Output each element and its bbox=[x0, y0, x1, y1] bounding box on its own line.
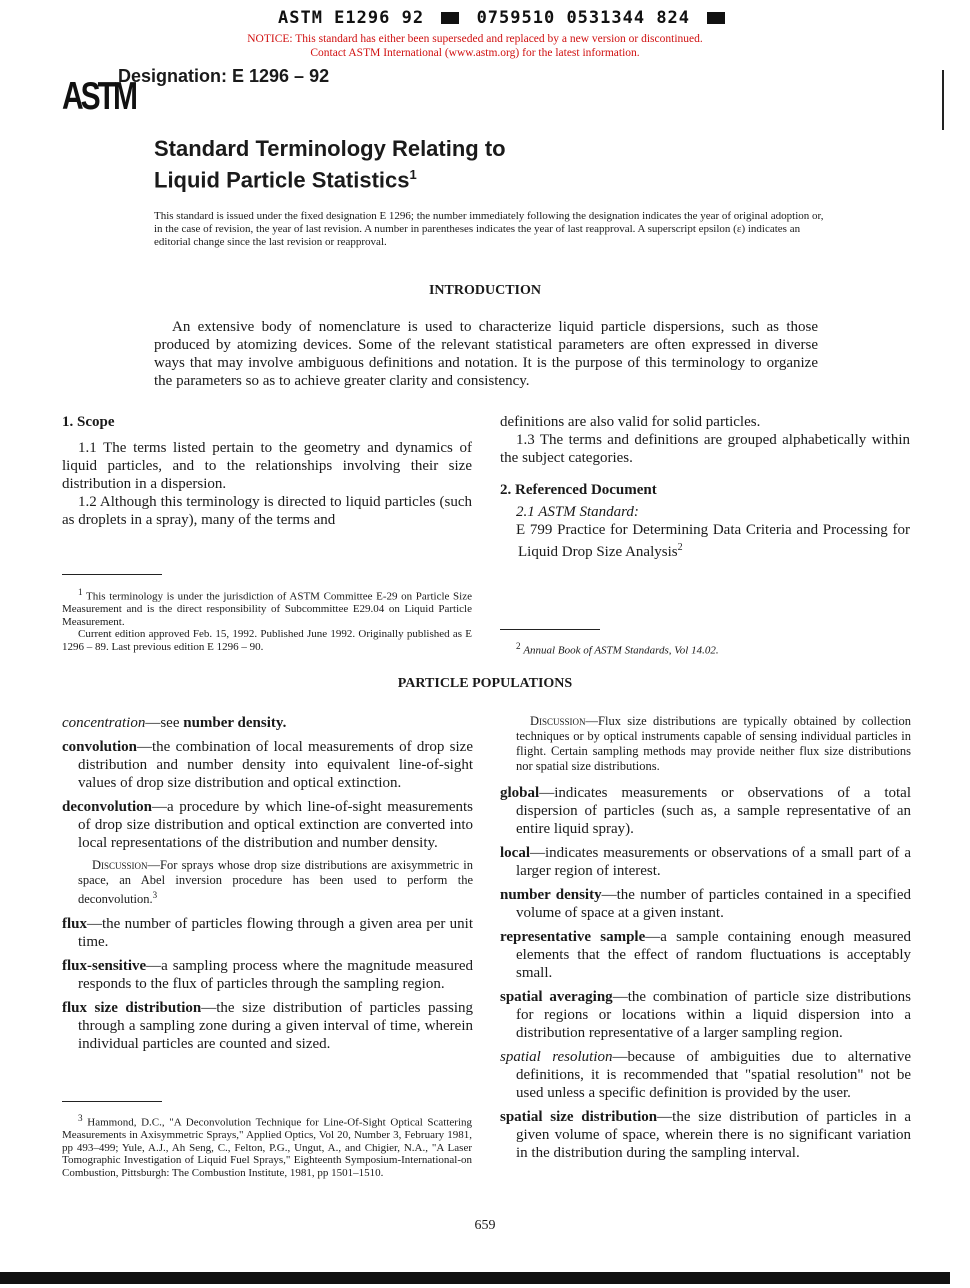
term-concentration: concentration—see number density. bbox=[62, 715, 287, 731]
footnote-1-text: This terminology is under the jurisdiction of ASTM Committee E-29 on Particle Size Measurement and is the direct responsibility of Subcommittee E29.04 on Liquid Particle Measurement. bbox=[62, 590, 472, 628]
term-name: flux bbox=[62, 916, 88, 933]
term-name: local bbox=[500, 845, 530, 861]
scope-1-1: 1.1 The terms listed pertain to the geometry and dynamics of liquid particles, and to the relationships involving their size distribution in a dispersion. bbox=[62, 440, 472, 492]
footnote-3-mark: 3 bbox=[78, 1113, 83, 1123]
definitions-right bbox=[500, 714, 911, 1168]
term-spatial-averaging: spatial averaging—the combination of particle size distributions for regions or locations within a liquid dispersion into a distribution representative of a larger sampling region. bbox=[500, 989, 911, 1041]
scope-1-3: 1.3 The terms and definitions are grouped alphabetically within the subject categories. bbox=[500, 432, 910, 466]
scope-1-2-cont: definitions are also valid for solid particles. bbox=[500, 414, 761, 430]
term-name: flux-sensitive bbox=[62, 958, 147, 975]
scope-heading: 1. Scope bbox=[62, 414, 115, 430]
document-code bbox=[278, 8, 731, 28]
term-flux-size-distribution: flux size distribution—the size distribution of particles passing through a sampling zone during a given interval of time, wherein individual particles are counted and sized. bbox=[62, 1000, 474, 1053]
term-name: deconvolution bbox=[62, 799, 153, 815]
introduction-text: An extensive body of nomenclature is used to characterize liquid particle dispersions, such as those produced by atomizing devices. Some of the relevant statistical parameters are often expressed in diverse ways that may involve ambiguous definitions and notation. It is the purpose of this terminology to organize the parameters so as to achieve greater clarity and consistency. bbox=[154, 319, 818, 389]
term-cross-ref: number density. bbox=[183, 715, 287, 731]
footnote-rule bbox=[62, 574, 162, 575]
term-spatial-size-distribution: spatial size distribution—the size distribution of particles in a given volume of space, wherein there is no significant variation in the distribution during the sampling interval. bbox=[500, 1109, 911, 1161]
title-line-1: Standard Terminology Relating to bbox=[154, 136, 506, 161]
referenced-e799-ref: 2 bbox=[677, 542, 683, 553]
footnote-1 bbox=[62, 586, 472, 653]
term-name: representative sample bbox=[500, 929, 646, 945]
title-line-2: Liquid Particle Statistics bbox=[154, 167, 410, 193]
scope-continued bbox=[500, 413, 910, 561]
term-name: flux size distribution bbox=[62, 1000, 202, 1017]
footnote-2-mark: 2 bbox=[516, 641, 521, 651]
barcode-block bbox=[441, 12, 459, 24]
footnote-1-mark: 1 bbox=[78, 587, 83, 597]
margin-bar bbox=[942, 70, 944, 130]
term-convolution: convolution—the combination of local measurements of drop size distribution and number density into equivalent line-of-sight values of drop size distribution and optical extinction. bbox=[62, 739, 473, 791]
notice-line-1: NOTICE: This standard has either been superseded and replaced by a new version or discontinued. bbox=[247, 33, 703, 45]
footnote-rule bbox=[500, 629, 600, 630]
svg-text:ASTM: ASTM bbox=[62, 75, 135, 119]
referenced-heading: 2. Referenced Document bbox=[500, 482, 657, 498]
referenced-2-1: 2.1 ASTM Standard: bbox=[516, 504, 639, 520]
term-number-density: number density—the number of particles contained in a specified volume of space at a given instant. bbox=[500, 887, 911, 921]
title-footnote-ref: 1 bbox=[409, 167, 417, 182]
term-flux-sensitive: flux-sensitive—a sampling process where the magnitude measured responds to the flux of particles through the sampling region. bbox=[62, 958, 473, 993]
footnote-1-edition: Current edition approved Feb. 15, 1992. Published June 1992. Originally published as E 1296 – 89. Last previous edition E 1296 – 90. bbox=[62, 628, 472, 653]
bottom-scan-border bbox=[0, 1272, 950, 1284]
document-code-part2: 0759510 0531344 824 bbox=[476, 8, 691, 28]
page-number: 659 bbox=[474, 1218, 496, 1233]
scope-1-2: 1.2 Although this terminology is directed to liquid particles (such as droplets in a spray), many of the terms and bbox=[62, 494, 472, 528]
discussion-deconvolution: Discussion—For sprays whose drop size distributions are axisymmetric in space, an Abel inversion procedure has been used to perform the deconvolution.$^3$ bbox=[78, 858, 473, 907]
discussion-flux: Discussion—Flux size distributions are typically obtained by collection techniques or by optical instruments capable of sensing individual particles in flight. Certain sampling methods may provide neither flux size distributions nor spatial size distributions. bbox=[516, 714, 911, 773]
document-code-part1: ASTM E1296 92 bbox=[278, 8, 425, 28]
barcode-block bbox=[707, 12, 725, 24]
definitions-left bbox=[62, 714, 473, 1059]
term-spatial-resolution: spatial resolution—because of ambiguities due to alternative definitions, it is recommended that "spatial resolution" not be used unless a specific definition is provided by the user. bbox=[500, 1049, 912, 1101]
particle-populations-heading: PARTICLE POPULATIONS bbox=[397, 676, 573, 691]
astm-logo-icon bbox=[60, 52, 135, 119]
term-name: number density bbox=[500, 887, 602, 903]
term-name: global bbox=[500, 785, 540, 801]
footnote-3 bbox=[62, 1112, 472, 1179]
page-title bbox=[154, 136, 754, 193]
scope-section bbox=[62, 413, 472, 529]
footnote-2 bbox=[516, 640, 916, 657]
issued-note: This standard is issued under the fixed designation E 1296; the number immediately following the designation indicates the year of original adoption or, in the case of revision, the year of last revision. A number in parentheses indicates the year of last reapproval. A superscript epsilon (ε) indicates an editorial change since the last revision or reapproval. bbox=[154, 210, 824, 248]
footnote-rule bbox=[62, 1101, 162, 1102]
introduction-heading: INTRODUCTION bbox=[428, 283, 541, 298]
term-representative-sample: representative sample—a sample containing enough measured elements that the effect of random fluctuations is acceptably small. bbox=[500, 929, 911, 981]
referenced-e799: E 799 Practice for Determining Data Criteria and Processing for Liquid Drop Size Analysis bbox=[516, 522, 910, 560]
designation: Designation: E 1296 – 92 bbox=[118, 66, 330, 86]
term-name: convolution bbox=[62, 739, 138, 755]
notice-line-2: Contact ASTM International (www.astm.org) for the latest information. bbox=[310, 47, 640, 59]
term-deconvolution: deconvolution—a procedure by which line-of-sight measurements of drop size distribution and optical extinction are converted into local representations of the distribution and number density. bbox=[62, 799, 473, 851]
term-local: local—indicates measurements or observations of a small part of a larger region of interest. bbox=[500, 845, 911, 879]
term-name: spatial size distribution bbox=[500, 1109, 658, 1125]
footnote-2-text: Annual Book of ASTM Standards, Vol 14.02. bbox=[523, 644, 719, 657]
term-name: concentration bbox=[62, 715, 146, 731]
term-global: global—indicates measurements or observations of a total dispersion of particles (such as, a sample representative of an entire liquid spray). bbox=[500, 785, 911, 837]
footnote-3-text: Hammond, D.C., "A Deconvolution Technique for Line-Of-Sight Optical Scattering Measurements in Axisymmetric Sprays," Applied Optics, Vol 20, Number 3, February 1981, pp 493–499; Yule, A.J., Ah Seng, C., Felton, P.G., Ungut, A., and Chigier, N.A., "A Laser Tomographic Investigation of Liquid Fuel Sprays," Eighteenth Symposium-International-on Combustion, Pittsburgh: The Combustion Institute, 1981, pp 1501–1510. bbox=[62, 1116, 473, 1179]
term-name: spatial averaging bbox=[500, 989, 613, 1005]
term-flux: flux—the number of particles flowing through a given area per unit time. bbox=[62, 916, 473, 951]
term-name: spatial resolution bbox=[500, 1049, 613, 1065]
